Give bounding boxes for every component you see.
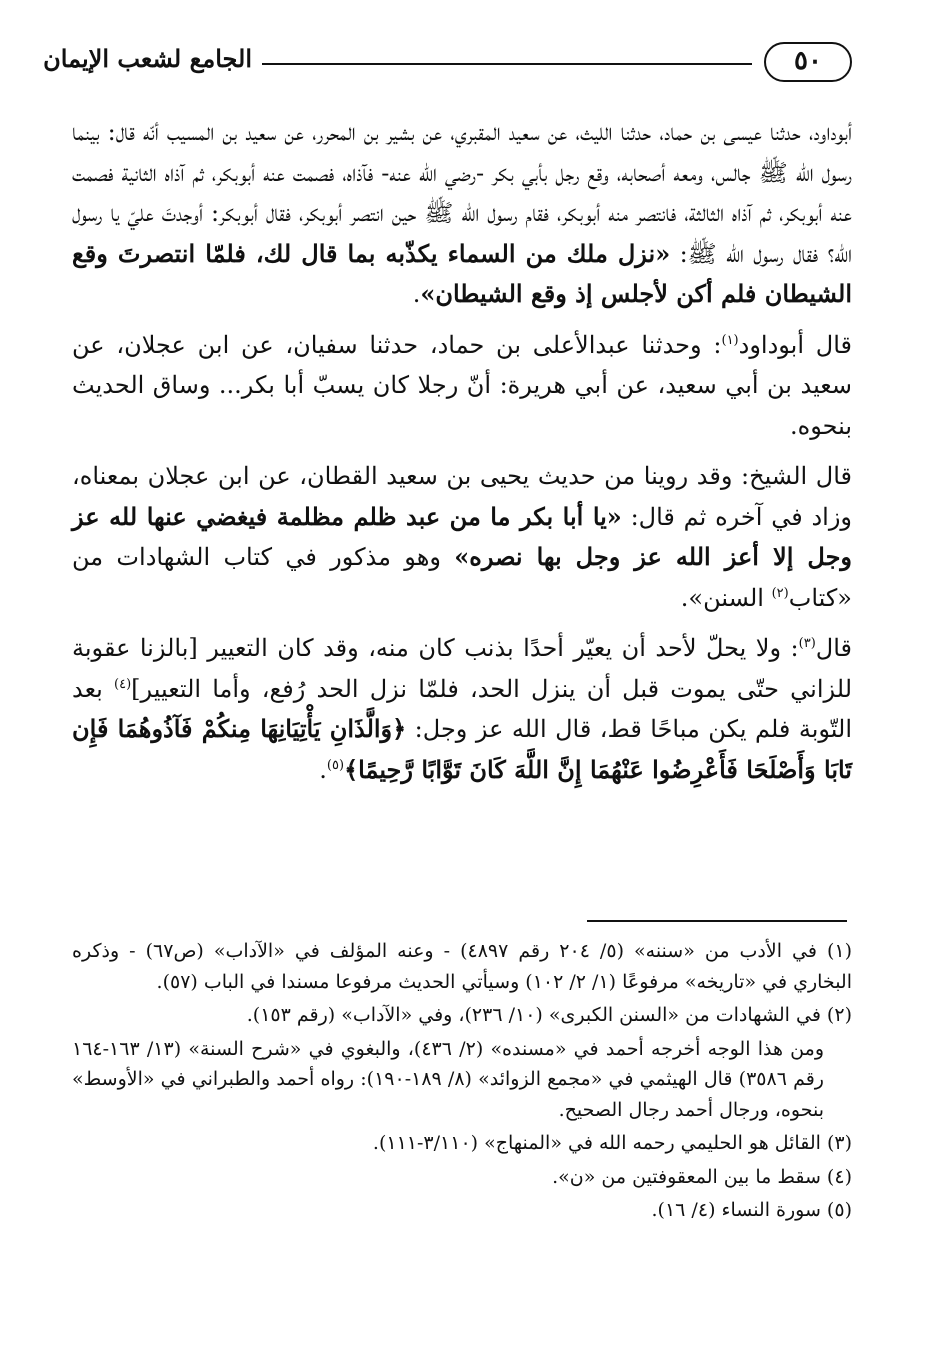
text-run: قال الشيخ: وقد روينا من حديث يحيى بن سعيد القطان، عن ابن عجلان بمعناه، وزاد في آخره ثم قال:	[72, 462, 852, 531]
prophetic-quote: «يا أبا بكر ما من عبد ظلم مظلمة فيغضي عنها لله عز وجل إلا أعز الله عز وجل بها نصره»	[72, 501, 852, 571]
text-run: أبوداود، حدثنا عيسى بن حماد، حدثنا الليث، عن سعيد المقبري، عن بشير بن المحرر، عن سعيد بن المسيب أنّه قال: بينما رسول الله ﷺ جالس، ومعه أصحابه، وقع رجل بأبي بكر -رضي الله عنه- فآذاه، فصمت عنه أبوبكر، ثم آذاه الثانية فصمت عنه أبوبكر، ثم آذاه الثالثة، فانتصر منه أبوبكر، فقام رسول الله ﷺ حين انتصر أبوبكر، فقال أبوبكر: أوجدتَ عليّ يا رسول الله؟ فقال رسول الله ﷺ:	[72, 118, 852, 268]
text-run: وهو مذكور في كتاب الشهادات من «كتاب	[72, 543, 852, 612]
page-header	[43, 38, 852, 88]
main-text	[72, 112, 852, 800]
text-run: : وحدثنا عبدالأعلى بن حماد، حدثنا سفيان، عن ابن عجلان، عن سعيد بن أبي سعيد، عن أبي هريرة: أنّ رجلا كان يسبّ أبا بكر... وساق الحديث بنحوه.	[72, 330, 852, 440]
footnote-4: (٤) سقط ما بين المعقوفتين من «ن».	[552, 1165, 852, 1188]
text-run: .	[319, 755, 327, 784]
footnote-ref-4: (٤)	[114, 676, 132, 692]
text-run: قال	[815, 634, 852, 662]
paragraph-sheikh	[72, 456, 852, 618]
text-run: .	[412, 280, 421, 308]
footnote-ref-5: (٥)	[326, 757, 345, 773]
text-run: قال أبوداود	[738, 330, 853, 359]
footnote-2-continued: ومن هذا الوجه أخرجه أحمد في «مسنده» (٢/ ٤٣٦)، والبغوي في «شرح السنة» (١٣/ ١٦٣-١٦٤ رقم ٣٥٨٦) قال الهيثمي في «مجمع الزوائد» (٨/ ١٨٩-١٩٠): رواه أحمد والطبراني في «الأوسط» بنحوه، ورجال أحمد رجال الصحيح.	[72, 1037, 824, 1121]
footnote-2: (٢) في الشهادات من «السنن الكبرى» (١٠/ ٢٣٦)، وفي «الآداب» (رقم ١٥٣).	[246, 1004, 852, 1026]
footnote-3: (٣) القائل هو الحليمي رحمه الله في «المنهاج» (٣/١١٠-١١١).	[372, 1132, 852, 1154]
text-run: السنن».	[680, 583, 772, 612]
text-run: : ولا يحلّ لأحد أن يعيّر أحدًا بذنب كان منه، وقد كان التعيير [بالزنا عقوبة للزاني حتّى يموت قبل أن ينزل الحد، فلمّا نزل الحد رُفع، وأما التعيير]	[72, 634, 853, 703]
paragraph-second-chain	[72, 325, 852, 447]
page-number: ٥٠	[764, 42, 852, 82]
footnote-1: (١) في الأدب من «سننه» (٥/ ٢٠٤ رقم ٤٨٩٧) - وعنه المؤلف في «الآداب» (ص٦٧) - وذكره البخاري في «تاريخه» مرفوعًا (١/ ٢/ ١٠٢) وسيأتي الحديث مرفوعا مسندا في الباب (٥٧).	[72, 940, 853, 993]
footnote-5: (٥) سورة النساء (٤/ ١٦).	[651, 1199, 852, 1221]
footnotes	[72, 936, 852, 1229]
paragraph-tayeer	[72, 628, 852, 790]
footnote-ref-1: (١)	[721, 332, 739, 348]
text-run: بعد التّوبة فلم يكن مباحًا قط، قال الله عز وجل:	[72, 674, 852, 743]
footnote-ref-3: (٣)	[798, 636, 816, 651]
footnote-ref-2: (٢)	[771, 585, 789, 601]
footnote-separator	[587, 920, 847, 922]
running-title: الجامع لشعب الإيمان	[43, 44, 252, 73]
paragraph-hadith-abudawud	[72, 112, 852, 315]
quran-verse: ﴿وَالَّذَانِ يَأْتِيَانِهَا مِنكُمْ فَآذُوهُمَا فَإِن تَابَا وَأَصْلَحَا فَأَعْرِضُوا عَنْهُمَا إِنَّ اللَّهَ كَانَ تَوَّابًا رَّحِيمًا﴾	[72, 714, 852, 784]
prophetic-quote: «نزل ملك من السماء يكذّبه بما قال لك، فلمّا انتصرتَ وقع الشيطان فلم أكن لأجلس إذ وقع الشيطان»	[72, 238, 852, 308]
header-rule	[262, 63, 752, 65]
